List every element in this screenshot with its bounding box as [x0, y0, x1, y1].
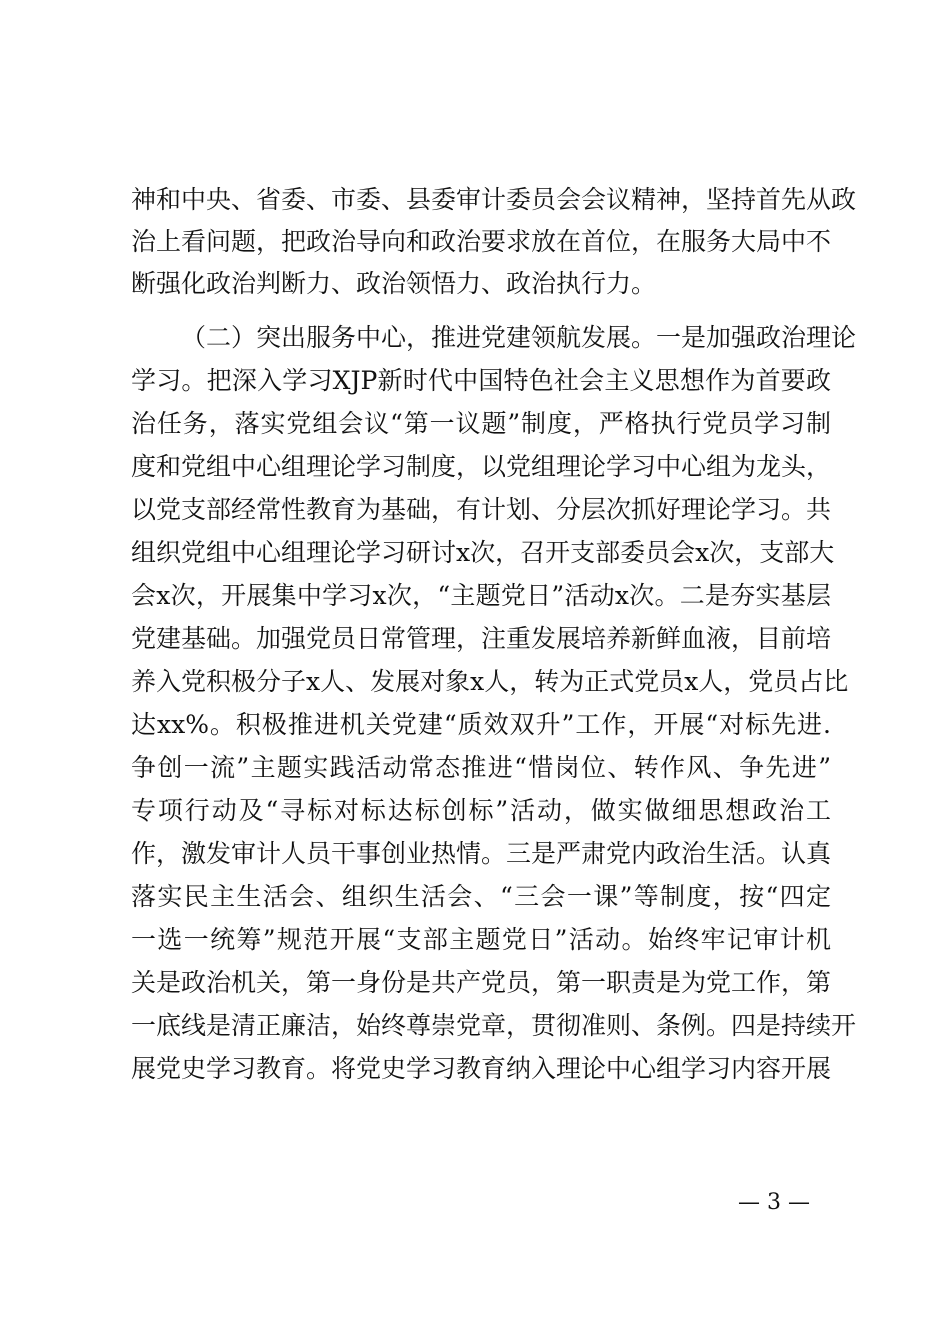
text-line: 治任务，落实党组会议“第一议题”制度，严格执行党员学习制 [131, 409, 831, 438]
text-line: 神和中央、省委、市委、县委审计委员会会议精神，坚持首先从政 [131, 185, 857, 214]
text-line: 会x次，开展集中学习x次，“主题党日”活动x次。二是夯实基层 [131, 581, 831, 610]
text-line: 组织党组中心组理论学习研讨x次，召开支部委员会x次，支部大 [131, 538, 835, 567]
text-line: 落实民主生活会、组织生活会、“三会一课”等制度，按“四定 [131, 882, 831, 911]
text-line: 争创一流”主题实践活动常态推进“惜岗位、转作风、争先进” [131, 753, 831, 782]
text-line: 以党支部经常性教育为基础，有计划、分层次抓好理论学习。共 [131, 495, 832, 524]
page-number: — 3 — [738, 1190, 810, 1215]
text-line: 养入党积极分子x人、发展对象x人，转为正式党员x人，党员占比 [131, 667, 849, 696]
text-line: 党建基础。加强党员日常管理，注重发展培养新鲜血液，目前培 [131, 624, 832, 653]
text-line: 展党史学习教育。将党史学习教育纳入理论中心组学习内容开展 [131, 1054, 832, 1083]
text-line: 学习。把深入学习XJP新时代中国特色社会主义思想作为首要政 [131, 366, 831, 395]
text-line: 断强化政治判断力、政治领悟力、政治执行力。 [131, 269, 657, 298]
text-line: 达xx%。积极推进机关党建“质效双升”工作，开展“对标先进. [131, 710, 831, 739]
section-heading-line: （二）突出服务中心，推进党建领航发展。一是加强政治理论 [181, 323, 857, 352]
text-line: 关是政治机关，第一身份是共产党员，第一职责是为党工作，第 [131, 968, 832, 997]
text-line: 专项行动及“寻标对标达标创标”活动，做实做细思想政治工 [131, 796, 831, 825]
text-line: 治上看问题，把政治导向和政治要求放在首位，在服务大局中不 [131, 227, 832, 256]
text-line: 作，激发审计人员干事创业热情。三是严肃党内政治生活。认真 [131, 839, 832, 868]
text-line: 一选一统筹”规范开展“支部主题党日”活动。始终牢记审计机 [131, 925, 831, 954]
text-line: 度和党组中心组理论学习制度，以党组理论学习中心组为龙头， [131, 452, 832, 481]
text-line: 一底线是清正廉洁，始终尊崇党章，贯彻准则、条例。四是持续开 [131, 1011, 857, 1040]
